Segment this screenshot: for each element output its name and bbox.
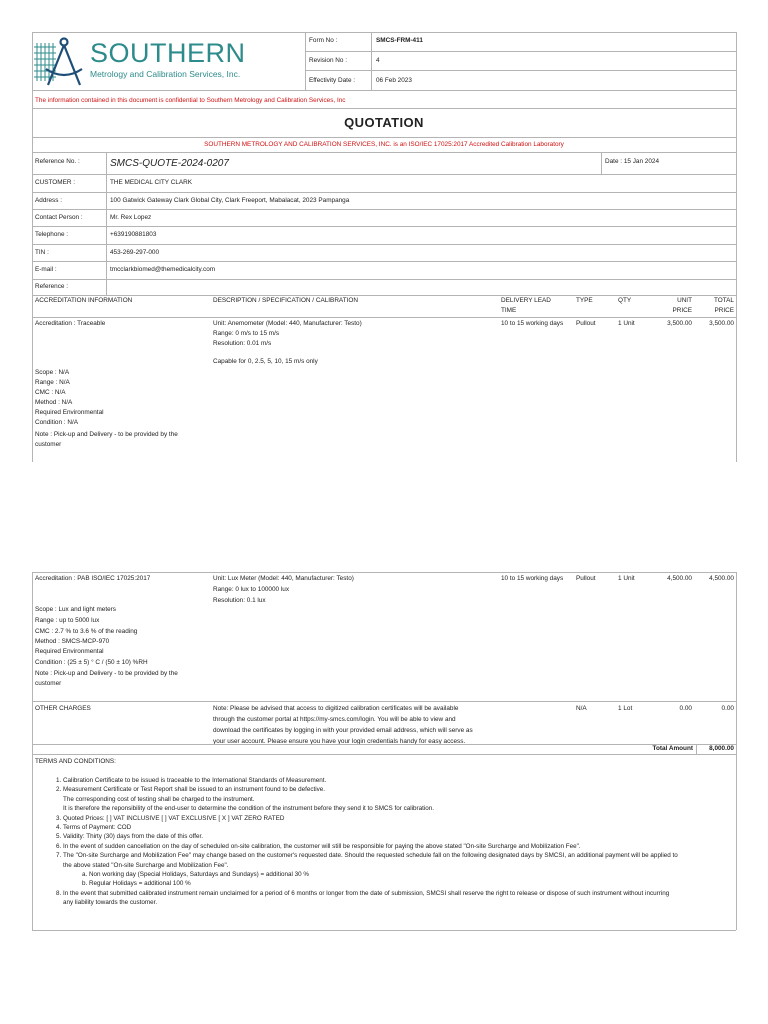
item-total-price: 4,500.00 bbox=[709, 575, 734, 582]
item-range: Range: 0 m/s to 15 m/s bbox=[213, 330, 280, 337]
term-6: 6. In the event of sudden cancellation on the day of scheduled on-site calibration, the customer will still be responsible for paying the above stated "On-site Surcharge and Mobilization Fee". bbox=[63, 842, 733, 851]
item-method: Method : SMCS-MCP-970 bbox=[35, 638, 110, 645]
other-qty: 1 Lot bbox=[618, 705, 633, 712]
term-4: 4. Terms of Payment: COD bbox=[63, 823, 733, 832]
contact-label: Contact Person : bbox=[35, 214, 83, 221]
item-method: Method : N/A bbox=[35, 399, 73, 406]
term-2-a: 2. Measurement Certificate or Test Report shall be issued to an instrument found to be defective. bbox=[63, 786, 326, 794]
telephone-label: Telephone : bbox=[35, 231, 69, 238]
item-scope: Scope : Lux and light meters bbox=[35, 606, 116, 613]
page-title: QUOTATION bbox=[344, 115, 424, 130]
item-type: Pullout bbox=[576, 320, 596, 327]
term-7-b: the above stated "On-site Surcharge and Mobilization Fee". bbox=[63, 861, 229, 869]
item-description: Unit: Lux Meter (Model: 440, Manufacturer: Testo) bbox=[213, 575, 354, 582]
portal-note-1: Note: Please be advised that access to digitized calibration certificates will be available bbox=[213, 705, 459, 712]
customer-label: CUSTOMER : bbox=[35, 179, 76, 186]
item-env-2: Condition : (25 ± 5) ° C / (50 ± 10) %RH bbox=[35, 659, 148, 666]
item-range-spec: Range : up to 5000 lux bbox=[35, 617, 100, 624]
item-cmc: CMC : 2.7 % to 3.6 % of the reading bbox=[35, 628, 138, 635]
item-unit-price: 4,500.00 bbox=[667, 575, 692, 582]
term-2-b: The corresponding cost of testing shall be charged to the instrument. bbox=[63, 795, 255, 803]
item-note-2: customer bbox=[35, 441, 62, 448]
address-value: 100 Gatwick Gateway Clark Global City, Clark Freeport, Mabalacat, 2023 Pampanga bbox=[110, 197, 350, 204]
col-description: DESCRIPTION / SPECIFICATION / CALIBRATION bbox=[213, 297, 358, 304]
company-logo bbox=[34, 33, 304, 91]
item-env-1: Required Environmental bbox=[35, 409, 104, 416]
col-type: TYPE bbox=[576, 297, 593, 304]
item-lead-time: 10 to 15 working days bbox=[501, 320, 564, 327]
term-2 bbox=[63, 785, 733, 813]
form-no-label: Form No : bbox=[309, 37, 338, 44]
item-accreditation: Accreditation : PAB ISO/IEC 17025:2017 bbox=[35, 575, 151, 582]
address-label: Address : bbox=[35, 197, 62, 204]
item-accreditation: Accreditation : Traceable bbox=[35, 320, 106, 327]
item-type: Pullout bbox=[576, 575, 596, 582]
quote-date: Date : 15 Jan 2024 bbox=[605, 158, 660, 165]
term-7-sub-b: b. Regular Holidays = additional 100 % bbox=[89, 879, 733, 888]
item-note-1: Note : Pick-up and Delivery - to be provided by the bbox=[35, 670, 178, 677]
reference2-label: Reference : bbox=[35, 283, 69, 290]
portal-note-2: through the customer portal at https://my-smcs.com/login. You will be able to view and bbox=[213, 716, 456, 723]
revision-label: Revision No : bbox=[309, 57, 348, 64]
other-unit-price: 0.00 bbox=[679, 705, 692, 712]
email-value: tmcclarkbiomed@themedicalcity.com bbox=[110, 266, 216, 273]
other-total-price: 0.00 bbox=[721, 705, 734, 712]
effectivity-value: 06 Feb 2023 bbox=[376, 77, 412, 84]
term-8-a: 8. In the event that submitted calibrated instrument remain unclaimed for a period of 6 months or longer from the date of submission, SMCSI shall reserve the right to release or dispose of such instrument without incurring bbox=[63, 889, 670, 897]
col-accreditation: ACCREDITATION INFORMATION bbox=[35, 297, 133, 304]
reference-number: SMCS-QUOTE-2024-0207 bbox=[110, 158, 229, 169]
item-qty: 1 Unit bbox=[618, 575, 635, 582]
item-note-2: customer bbox=[35, 680, 62, 687]
item-range: Range: 0 lux to 100000 lux bbox=[213, 586, 290, 593]
col-delivery-1: DELIVERY LEAD bbox=[501, 297, 551, 304]
item-lead-time: 10 to 15 working days bbox=[501, 575, 564, 582]
col-qty: QTY bbox=[618, 297, 632, 304]
customer-value: THE MEDICAL CITY CLARK bbox=[110, 179, 193, 186]
tin-label: TIN : bbox=[35, 249, 49, 256]
item-scope: Scope : N/A bbox=[35, 369, 70, 376]
terms-heading: TERMS AND CONDITIONS: bbox=[35, 758, 116, 765]
term-8-b: any liability towards the customer. bbox=[63, 899, 158, 907]
tin-value: 453-269-297-000 bbox=[110, 249, 160, 256]
item-resolution: Resolution: 0.1 lux bbox=[213, 597, 266, 604]
item-description: Unit: Anemometer (Model: 440, Manufacturer: Testo) bbox=[213, 320, 362, 327]
item-note-1: Note : Pick-up and Delivery - to be provided by the bbox=[35, 431, 178, 438]
col-total-1: TOTAL bbox=[713, 297, 734, 304]
other-type: N/A bbox=[576, 705, 587, 712]
revision-value: 4 bbox=[376, 57, 380, 64]
contact-value: Mr. Rex Lopez bbox=[110, 214, 152, 221]
item-capability: Capable for 0, 2.5, 5, 10, 15 m/s only bbox=[213, 358, 318, 365]
col-delivery-2: TIME bbox=[501, 307, 517, 314]
item-range-spec: Range : N/A bbox=[35, 379, 70, 386]
term-1: 1. Calibration Certificate to be issued is traceable to the International Standards of Measurement. bbox=[63, 776, 733, 785]
company-subtitle: Metrology and Calibration Services, Inc. bbox=[90, 69, 241, 79]
effectivity-label: Effectivity Date : bbox=[309, 77, 356, 84]
item-cmc: CMC : N/A bbox=[35, 389, 66, 396]
total-amount-label: Total Amount bbox=[652, 745, 693, 752]
col-unit-1: UNIT bbox=[677, 297, 692, 304]
col-total-2: PRICE bbox=[714, 307, 734, 314]
accreditation-line: SOUTHERN METROLOGY AND CALIBRATION SERVICES, INC. is an ISO/IEC 17025:2017 Accredited Calibration Laboratory bbox=[204, 141, 564, 148]
item-env-1: Required Environmental bbox=[35, 648, 104, 655]
item-unit-price: 3,500.00 bbox=[667, 320, 692, 327]
term-7-sub-a: a. Non working day (Special Holidays, Saturdays and Sundays) = additional 30 % bbox=[89, 870, 733, 879]
other-charges-label: OTHER CHARGES bbox=[35, 705, 91, 712]
portal-note-3: download the certificates by logging in with your provided email address, which will serve as bbox=[213, 727, 473, 734]
term-8 bbox=[63, 889, 733, 908]
term-3: 3. Quoted Prices: [ ] VAT INCLUSIVE [ ] VAT EXCLUSIVE [ X ] VAT ZERO RATED bbox=[63, 814, 733, 823]
email-label: E-mail : bbox=[35, 266, 57, 273]
reference-label: Reference No. : bbox=[35, 158, 80, 165]
item-env-2: Condition : N/A bbox=[35, 419, 78, 426]
item-resolution: Resolution: 0.01 m/s bbox=[213, 340, 272, 347]
telephone-value: +639190881803 bbox=[110, 231, 157, 238]
company-name: SOUTHERN bbox=[90, 38, 246, 68]
terms-list bbox=[35, 776, 733, 908]
compass-logo-icon bbox=[34, 35, 94, 89]
form-no-value: SMCS-FRM-411 bbox=[376, 37, 423, 44]
confidential-note: The information contained in this document is confidential to Southern Metrology and Calibration Services, Inc bbox=[35, 97, 346, 104]
portal-note-4: your user account. Please ensure you have your login credentials handy for easy access. bbox=[213, 738, 466, 745]
col-unit-2: PRICE bbox=[672, 307, 692, 314]
total-amount-value: 8,000.00 bbox=[709, 745, 734, 752]
term-5: 5. Validity: Thirty (30) days from the date of this offer. bbox=[63, 832, 733, 841]
term-2-c: It is therefore the reponsibility of the end-user to determine the condition of the instrument before they send it to SMCS for calibration. bbox=[63, 805, 435, 813]
item-qty: 1 Unit bbox=[618, 320, 635, 327]
item-total-price: 3,500.00 bbox=[709, 320, 734, 327]
term-7 bbox=[63, 851, 733, 889]
term-7-a: 7. The "On-site Surcharge and Mobilization Fee" may change based on the customer's requested date. Should the requested schedule fall on the following designated days by SMCSI, an additional payment will be applied to bbox=[63, 852, 678, 860]
